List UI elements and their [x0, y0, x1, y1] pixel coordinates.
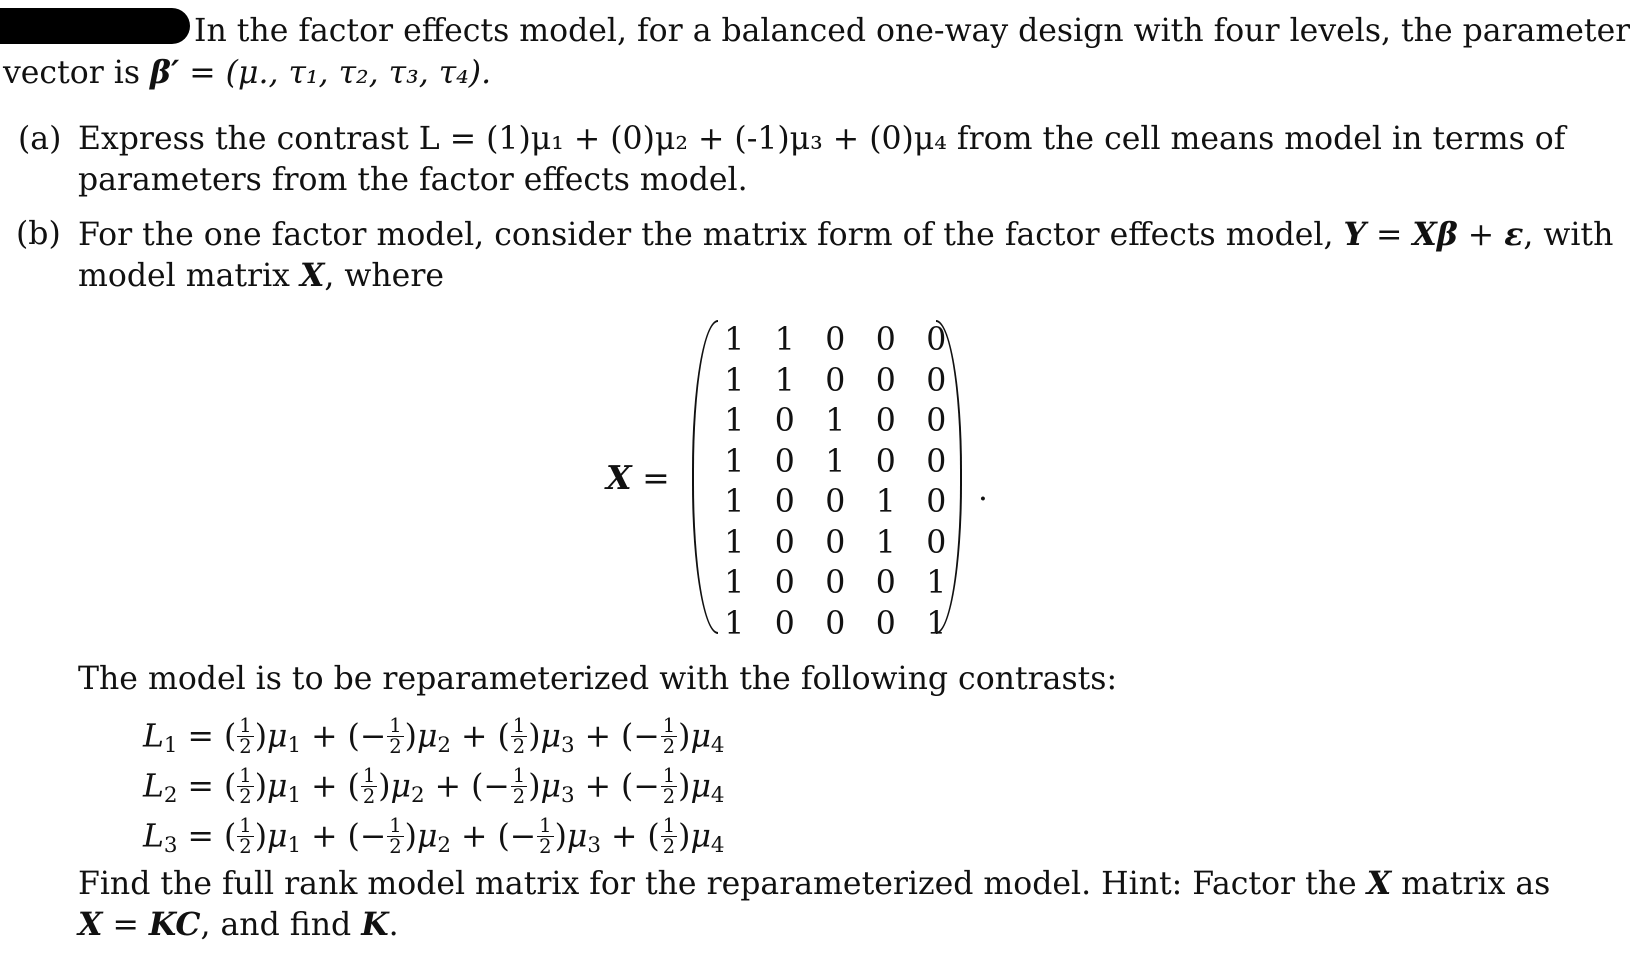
eq-Y: Y [1343, 216, 1366, 253]
fraction-numerator: 1 [389, 714, 402, 737]
beta-prime-symbol: β′ [150, 54, 180, 91]
find-KC-symbol: KC [148, 906, 201, 943]
find-K-symbol: K [361, 906, 389, 943]
contrast-line: $L_2$ = ( $\frac{1}{2}$ )$\mu_1$ + ( $\frac{1}{2}$ )$\mu_2$ + (− $\frac{1}{2}$ )$\mu_3$ + (− $\frac{1}{2}$ )$\mu_4$ [143, 764, 725, 808]
find-X-symbol: X [1366, 865, 1392, 902]
matrix-cell: 0 [774, 443, 795, 480]
fraction-numerator: 1 [512, 714, 526, 737]
eq-X-beta: Xβ [1412, 216, 1458, 253]
fraction-one-half [237, 766, 253, 806]
mu-symbol: μ [566, 818, 588, 855]
contrast-name: L [143, 818, 164, 855]
contrast-subscript: 1 [163, 732, 178, 758]
mu-symbol: μ [540, 718, 561, 755]
matrix-cell: 1 [825, 403, 846, 439]
fraction-denominator: 2 [662, 734, 676, 758]
part-b-line-1 [78, 216, 1614, 253]
contrast-name: L [143, 768, 164, 805]
part-b-line-2 [78, 257, 445, 294]
reparam-text: The model is to be reparameterized with the following contrasts: [78, 661, 1118, 697]
intro-line-2-prefix: vector is [3, 55, 151, 91]
mu-symbol: μ [690, 818, 711, 855]
mu-symbol: μ [416, 718, 438, 755]
mu-symbol: μ [690, 768, 711, 805]
coef-sign: − [359, 718, 387, 755]
matrix-cell: 0 [825, 524, 846, 561]
coef-sign: − [483, 768, 510, 805]
part-b-label: (b) [16, 216, 61, 252]
intro-line-2 [3, 54, 492, 91]
fraction-one-half [387, 716, 403, 756]
coef-sign: − [509, 818, 537, 855]
eq-equals: = [1365, 217, 1413, 253]
matrix-cell: 0 [926, 322, 947, 358]
contrast-name: L [143, 718, 164, 755]
matrix-cell: 0 [774, 484, 795, 520]
fraction-one-half [511, 766, 527, 806]
mu-symbol: μ [266, 768, 288, 805]
fraction-denominator: 2 [239, 834, 252, 858]
fraction-one-half [511, 716, 527, 756]
find-line-1 [78, 865, 1551, 902]
fraction-denominator: 2 [662, 784, 676, 808]
mu-symbol: μ [690, 718, 711, 755]
mu-symbol: μ [390, 768, 412, 805]
matrix-cell: 1 [724, 605, 745, 642]
coef-sign: − [633, 768, 660, 805]
matrix-cell: 0 [875, 565, 896, 601]
matrix-cell: 1 [926, 605, 947, 642]
matrix-cell: 1 [724, 524, 745, 561]
matrix-cell: 0 [774, 605, 795, 642]
matrix-cell: 0 [875, 403, 896, 439]
matrix-cell: 0 [926, 403, 947, 439]
matrix-cell: 1 [774, 362, 795, 399]
find-line-2-equals: = [102, 907, 149, 943]
matrix-cell: 1 [926, 565, 947, 601]
part-a-line-2: parameters from the factor effects model. [78, 162, 748, 198]
fraction-denominator: 2 [239, 784, 252, 808]
matrix-X-symbol: X [606, 458, 632, 497]
matrix-cell: 1 [724, 484, 745, 520]
matrix-cell: 0 [875, 322, 896, 358]
fraction-one-half [237, 716, 253, 756]
part-b-line-2-suffix: , where [324, 258, 445, 294]
matrix-cell: 0 [774, 565, 795, 601]
fraction-denominator: 2 [539, 834, 552, 858]
parameter-vector: = (μ., τ₁, τ₂, τ₃, τ₄). [179, 55, 492, 91]
part-b-line-1-suffix: , with [1523, 217, 1614, 253]
fraction-one-half [237, 816, 253, 856]
model-matrix-symbol: X [299, 257, 325, 294]
fraction-denominator: 2 [362, 784, 376, 808]
fraction-denominator: 2 [389, 734, 402, 758]
matrix-cell: 1 [724, 322, 745, 358]
fraction-one-half [361, 766, 377, 806]
mu-symbol: μ [416, 818, 438, 855]
eq-epsilon: ε [1504, 216, 1524, 253]
contrast-line: $L_1$ = ( $\frac{1}{2}$ )$\mu_1$ + (− $\frac{1}{2}$ )$\mu_2$ + ( $\frac{1}{2}$ )$\mu_3$ + (− $\frac{1}{2}$ )$\mu_4$ [143, 714, 725, 758]
fraction-one-half [661, 766, 677, 806]
part-a-label: (a) [18, 121, 62, 157]
matrix-cell: 0 [875, 362, 896, 399]
find-line-2 [78, 906, 399, 943]
part-a-line-1: Express the contrast L = (1)μ₁ + (0)μ₂ + (-1)μ₃ + (0)μ₄ from the cell means model in terms of [78, 121, 1566, 157]
fraction-denominator: 2 [662, 834, 676, 858]
fraction-denominator: 2 [512, 734, 526, 758]
redaction-mark [0, 8, 190, 44]
matrix-grid [709, 320, 962, 644]
matrix-cell: 1 [724, 403, 745, 439]
fraction-numerator: 1 [662, 714, 676, 737]
find-line-2-X: X [78, 906, 103, 943]
matrix-cell: 0 [875, 605, 896, 642]
fraction-numerator: 1 [539, 814, 552, 837]
contrast-line: $L_3$ = ( $\frac{1}{2}$ )$\mu_1$ + (− $\frac{1}{2}$ )$\mu_2$ + (− $\frac{1}{2}$ )$\mu_3$ + ( $\frac{1}{2}$ )$\mu_4$ [143, 814, 725, 858]
coef-sign: − [359, 818, 387, 855]
model-matrix [606, 318, 988, 642]
eq-plus: + [1457, 217, 1505, 253]
find-line-1-suffix: matrix as [1391, 866, 1551, 902]
part-b-line-2-prefix: model matrix [78, 258, 300, 294]
fraction-numerator: 1 [239, 714, 252, 737]
matrix-cell: 0 [926, 484, 947, 520]
part-b-line-1-text: For the one factor model, consider the matrix form of the factor effects model, [78, 217, 1344, 253]
contrast-subscript: 3 [163, 832, 178, 858]
find-line-2-mid: , and find [200, 907, 362, 943]
fraction-numerator: 1 [239, 764, 252, 787]
fraction-numerator: 1 [389, 814, 402, 837]
matrix-cell: 0 [926, 443, 947, 480]
matrix-cell: 0 [774, 403, 795, 439]
matrix-cell: 1 [724, 362, 745, 399]
fraction-one-half [537, 816, 553, 856]
matrix-end-period: . [978, 472, 988, 508]
mu-symbol: μ [540, 768, 561, 805]
matrix-cell: 0 [926, 362, 947, 399]
matrix-cell: 0 [825, 484, 846, 520]
matrix-cell: 1 [875, 524, 896, 561]
contrast-subscript: 2 [163, 782, 178, 808]
matrix-cell: 0 [825, 362, 846, 399]
fraction-numerator: 1 [662, 814, 676, 837]
fraction-denominator: 2 [389, 834, 402, 858]
matrix-cell: 0 [875, 443, 896, 480]
matrix-cell: 0 [774, 524, 795, 561]
find-line-2-end: . [388, 907, 399, 943]
fraction-one-half [661, 816, 677, 856]
fraction-numerator: 1 [512, 764, 526, 787]
fraction-numerator: 1 [362, 764, 376, 787]
fraction-numerator: 1 [662, 764, 676, 787]
matrix-label [606, 458, 670, 497]
matrix-cell: 1 [724, 443, 745, 480]
matrix-cell: 0 [926, 524, 947, 561]
matrix-cell: 1 [825, 443, 846, 480]
matrix-cell: 0 [825, 605, 846, 642]
fraction-denominator: 2 [512, 784, 526, 808]
matrix-cell: 1 [724, 565, 745, 601]
fraction-one-half [387, 816, 403, 856]
mu-symbol: μ [266, 818, 288, 855]
find-line-1-text: Find the full rank model matrix for the reparameterized model. Hint: Factor the [78, 866, 1367, 902]
mu-symbol: μ [266, 718, 288, 755]
intro-line-1: In the factor effects model, for a balanced one-way design with four levels, the parameter [194, 13, 1630, 49]
matrix-cell: 0 [825, 565, 846, 601]
matrix-cell: 1 [875, 484, 896, 520]
matrix-cell: 0 [825, 322, 846, 358]
matrix-cell: 1 [774, 322, 795, 358]
fraction-one-half [661, 716, 677, 756]
coef-sign: − [633, 718, 660, 755]
matrix-equals: = [631, 458, 670, 497]
fraction-denominator: 2 [239, 734, 252, 758]
fraction-numerator: 1 [239, 814, 252, 837]
